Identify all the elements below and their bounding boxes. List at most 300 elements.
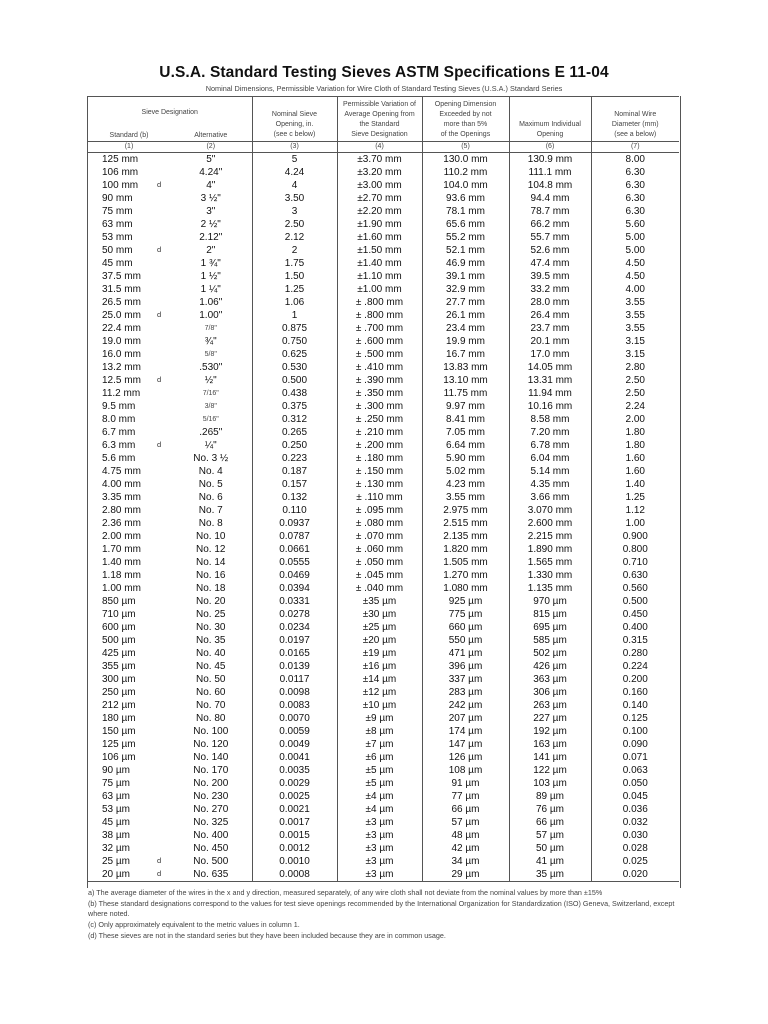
cell-max-opening: 263 µm (509, 699, 591, 712)
cell-opening-dimension: 130.0 mm (422, 153, 509, 167)
cell-standard (88, 166, 170, 179)
cell-nominal-opening: 0.157 (252, 478, 337, 491)
table-row (88, 517, 679, 530)
cell-alternative: No. 5 (198, 479, 223, 490)
cell-max-opening: 1.565 mm (509, 556, 591, 569)
standard-value: 180 µm (102, 713, 136, 724)
cell-alternative: ¾" (204, 336, 217, 347)
cell-nominal-opening: 0.132 (252, 491, 337, 504)
cell-max-opening: 2.600 mm (509, 517, 591, 530)
standard-value: 6.7 mm (102, 427, 136, 438)
cell-standard (88, 569, 170, 582)
cell-standard (88, 608, 170, 621)
cell-standard (88, 725, 170, 738)
cell-permissible-variation: ± .800 mm (337, 309, 422, 322)
cell-nominal-opening: 0.0017 (252, 816, 337, 829)
cell-standard (88, 491, 170, 504)
cell-nominal-opening: 0.875 (252, 322, 337, 335)
cell-alternative: .530" (199, 362, 223, 373)
cell-nominal-opening: 2.12 (252, 231, 337, 244)
cell-standard (88, 309, 170, 322)
cell-nominal-opening: 0.312 (252, 413, 337, 426)
cell-standard (88, 374, 170, 387)
cell-standard (88, 699, 170, 712)
standard-value: 300 µm (102, 674, 136, 685)
cell-nominal-opening: 0.0008 (252, 868, 337, 882)
cell-opening-dimension: 108 µm (422, 764, 509, 777)
cell-alternative: No. 50 (196, 674, 226, 685)
footnotes (88, 888, 688, 942)
cell-standard (88, 387, 170, 400)
cell-nominal-opening: 0.0117 (252, 673, 337, 686)
header-wire-diameter (591, 97, 679, 142)
cell-alternative: 3 ½" (200, 193, 221, 204)
cell-alternative: No. 140 (193, 752, 229, 763)
cell-wire-diameter: 6.30 (591, 179, 679, 192)
standard-value: 4.00 mm (102, 479, 141, 490)
header-alternative: Alternative (194, 132, 228, 139)
cell-alternative: No. 25 (196, 609, 226, 620)
standard-value: 8.0 mm (102, 414, 136, 425)
standard-value: 11.2 mm (102, 388, 141, 399)
standard-value: 75 mm (102, 206, 133, 217)
footnote-d-marker: d (157, 310, 162, 319)
cell-standard (88, 712, 170, 725)
cell-nominal-opening: 0.438 (252, 387, 337, 400)
cell-max-opening: 5.14 mm (509, 465, 591, 478)
cell-permissible-variation: ± .200 mm (337, 439, 422, 452)
table-row (88, 686, 679, 699)
cell-opening-dimension: 57 µm (422, 816, 509, 829)
cell-standard (88, 660, 170, 673)
table-row (88, 322, 679, 335)
table-row (88, 764, 679, 777)
cell-wire-diameter: 3.15 (591, 335, 679, 348)
cell-alternative: No. 45 (196, 661, 226, 672)
header-line: (see a below) (614, 131, 657, 138)
cell-alternative: No. 200 (193, 778, 229, 789)
cell-max-opening: 23.7 mm (509, 322, 591, 335)
cell-max-opening: 104.8 mm (509, 179, 591, 192)
table-row (88, 699, 679, 712)
cell-nominal-opening: 0.0661 (252, 543, 337, 556)
cell-max-opening: 192 µm (509, 725, 591, 738)
cell-wire-diameter: 1.80 (591, 439, 679, 452)
table-row (88, 205, 679, 218)
cell-permissible-variation: ± .080 mm (337, 517, 422, 530)
cell-standard (88, 179, 170, 192)
cell-standard (88, 231, 170, 244)
cell-max-opening: 17.0 mm (509, 348, 591, 361)
cell-opening-dimension: 147 µm (422, 738, 509, 751)
cell-opening-dimension: 52.1 mm (422, 244, 509, 257)
cell-standard (88, 816, 170, 829)
table-row (88, 582, 679, 595)
table-row (88, 465, 679, 478)
cell-wire-diameter: 5.00 (591, 244, 679, 257)
standard-value: 9.5 mm (102, 401, 136, 412)
standard-value: 1.00 mm (102, 583, 141, 594)
standard-value: 19.0 mm (102, 336, 141, 347)
cell-permissible-variation: ±3 µm (337, 855, 422, 868)
footnote-d-marker: d (157, 869, 162, 878)
cell-max-opening: 57 µm (509, 829, 591, 842)
table-row (88, 179, 679, 192)
cell-permissible-variation: ±1.10 mm (337, 270, 422, 283)
cell-wire-diameter: 4.00 (591, 283, 679, 296)
cell-nominal-opening: 0.110 (252, 504, 337, 517)
cell-opening-dimension: 8.41 mm (422, 413, 509, 426)
cell-standard (88, 244, 170, 257)
table-row (88, 777, 679, 790)
table-row (88, 621, 679, 634)
cell-max-opening: 2.215 mm (509, 530, 591, 543)
cell-opening-dimension: 9.97 mm (422, 400, 509, 413)
cell-permissible-variation: ±3.20 mm (337, 166, 422, 179)
cell-max-opening: 35 µm (509, 868, 591, 882)
table-row (88, 348, 679, 361)
cell-wire-diameter: 0.125 (591, 712, 679, 725)
cell-nominal-opening: 0.0021 (252, 803, 337, 816)
cell-standard (88, 855, 170, 868)
cell-permissible-variation: ±5 µm (337, 764, 422, 777)
cell-max-opening: 163 µm (509, 738, 591, 751)
cell-max-opening: 78.7 mm (509, 205, 591, 218)
table-row (88, 803, 679, 816)
page-subtitle: Nominal Dimensions, Permissible Variation for Wire Cloth of Standard Testing Sieves (U.S.A.) Standard Series (205, 84, 563, 93)
cell-alternative: No. 20 (196, 596, 226, 607)
cell-wire-diameter: 0.028 (591, 842, 679, 855)
cell-wire-diameter: 0.032 (591, 816, 679, 829)
standard-value: 150 µm (102, 726, 136, 737)
cell-permissible-variation: ± .095 mm (337, 504, 422, 517)
cell-permissible-variation: ± .180 mm (337, 452, 422, 465)
table-row (88, 530, 679, 543)
cell-alternative: No. 6 (198, 492, 223, 503)
cell-wire-diameter: 0.045 (591, 790, 679, 803)
column-number-row (88, 142, 679, 153)
cell-opening-dimension: 16.7 mm (422, 348, 509, 361)
cell-wire-diameter: 0.224 (591, 660, 679, 673)
cell-alternative: 3" (206, 206, 216, 217)
header-line: Diameter (mm) (611, 121, 659, 128)
cell-wire-diameter: 1.12 (591, 504, 679, 517)
table-row (88, 244, 679, 257)
cell-nominal-opening: 0.0394 (252, 582, 337, 595)
cell-wire-diameter: 0.900 (591, 530, 679, 543)
cell-standard (88, 790, 170, 803)
cell-nominal-opening: 2.50 (252, 218, 337, 231)
cell-opening-dimension: 29 µm (422, 868, 509, 882)
table-row (88, 595, 679, 608)
table-row (88, 257, 679, 270)
standard-value: 53 µm (102, 804, 130, 815)
table-row (88, 309, 679, 322)
table-row (88, 569, 679, 582)
table-row (88, 712, 679, 725)
cell-alternative: No. 40 (196, 648, 226, 659)
cell-wire-diameter: 4.50 (591, 270, 679, 283)
cell-standard (88, 556, 170, 569)
standard-value: 63 mm (102, 219, 133, 230)
table-row (88, 725, 679, 738)
cell-permissible-variation: ±3 µm (337, 868, 422, 882)
cell-nominal-opening: 0.265 (252, 426, 337, 439)
table-body (88, 153, 679, 882)
cell-permissible-variation: ± .600 mm (337, 335, 422, 348)
cell-nominal-opening: 0.0937 (252, 517, 337, 530)
cell-standard (88, 296, 170, 309)
cell-nominal-opening: 0.0029 (252, 777, 337, 790)
cell-nominal-opening: 0.0787 (252, 530, 337, 543)
cell-alternative: 2 ½" (200, 219, 221, 230)
cell-wire-diameter: 4.50 (591, 257, 679, 270)
cell-nominal-opening: 0.0035 (252, 764, 337, 777)
cell-wire-diameter: 0.036 (591, 803, 679, 816)
header-line: Average Opening from (344, 111, 415, 118)
cell-nominal-opening: 0.223 (252, 452, 337, 465)
header-opening-dimension (422, 97, 509, 142)
cell-max-opening: 815 µm (509, 608, 591, 621)
table-row (88, 504, 679, 517)
cell-max-opening: 10.16 mm (509, 400, 591, 413)
cell-opening-dimension: 1.505 mm (422, 556, 509, 569)
cell-standard (88, 335, 170, 348)
cell-alternative: No. 8 (198, 518, 223, 529)
cell-nominal-opening: 0.0049 (252, 738, 337, 751)
cell-alternative: 1 ¼" (200, 284, 221, 295)
cell-wire-diameter: 3.15 (591, 348, 679, 361)
header-line: Sieve Designation (351, 131, 408, 138)
footnote: (c) Only approximately equivalent to the metric values in column 1. (88, 920, 300, 929)
cell-opening-dimension: 3.55 mm (422, 491, 509, 504)
cell-alternative: No. 14 (196, 557, 226, 568)
cell-wire-diameter: 0.315 (591, 634, 679, 647)
cell-alternative: No. 70 (196, 700, 226, 711)
cell-alternative: No. 60 (196, 687, 226, 698)
cell-alternative: 2.12" (199, 232, 223, 243)
cell-standard (88, 426, 170, 439)
cell-wire-diameter: 1.00 (591, 517, 679, 530)
cell-wire-diameter: 0.630 (591, 569, 679, 582)
cell-alternative: 1 ¾" (200, 258, 221, 269)
cell-permissible-variation: ±1.40 mm (337, 257, 422, 270)
cell-max-opening: 7.20 mm (509, 426, 591, 439)
cell-wire-diameter: 0.030 (591, 829, 679, 842)
cell-alternative: No. 635 (170, 868, 252, 882)
cell-alternative: No. 30 (196, 622, 226, 633)
cell-wire-diameter: 0.200 (591, 673, 679, 686)
cell-nominal-opening: 0.0015 (252, 829, 337, 842)
cell-permissible-variation: ± .350 mm (337, 387, 422, 400)
cell-max-opening: 66 µm (509, 816, 591, 829)
cell-nominal-opening: 0.500 (252, 374, 337, 387)
footnote-d-marker: d (157, 245, 162, 254)
cell-alternative: 2" (206, 245, 216, 256)
cell-opening-dimension: 242 µm (422, 699, 509, 712)
cell-max-opening: 28.0 mm (509, 296, 591, 309)
cell-wire-diameter: 1.60 (591, 452, 679, 465)
cell-permissible-variation: ±12 µm (337, 686, 422, 699)
cell-permissible-variation: ±1.60 mm (337, 231, 422, 244)
table-row (88, 751, 679, 764)
footnote: a) The average diameter of the wires in the x and y direction, measured separately, of any wire cloth shall not deviate from the nominal values by more than ±15% (88, 888, 603, 897)
table-row (88, 335, 679, 348)
cell-permissible-variation: ± .210 mm (337, 426, 422, 439)
standard-value: 37.5 mm (102, 271, 141, 282)
standard-value: 4.75 mm (102, 466, 141, 477)
cell-alternative: ¼" (204, 440, 217, 451)
cell-opening-dimension: 13.10 mm (422, 374, 509, 387)
cell-max-opening: 33.2 mm (509, 283, 591, 296)
standard-value: 45 mm (102, 258, 133, 269)
cell-opening-dimension: 925 µm (422, 595, 509, 608)
cell-permissible-variation: ±4 µm (337, 803, 422, 816)
cell-permissible-variation: ±7 µm (337, 738, 422, 751)
standard-value: 2.36 mm (102, 518, 141, 529)
cell-opening-dimension: 48 µm (422, 829, 509, 842)
cell-nominal-opening: 0.0059 (252, 725, 337, 738)
cell-permissible-variation: ±9 µm (337, 712, 422, 725)
cell-alternative: No. 80 (196, 713, 226, 724)
cell-permissible-variation: ±16 µm (337, 660, 422, 673)
cell-opening-dimension: 42 µm (422, 842, 509, 855)
cell-alternative: No. 400 (193, 830, 229, 841)
table-row (88, 296, 679, 309)
cell-standard (88, 270, 170, 283)
cell-opening-dimension: 104.0 mm (422, 179, 509, 192)
cell-alternative: No. 18 (196, 583, 226, 594)
cell-opening-dimension: 1.270 mm (422, 569, 509, 582)
cell-permissible-variation: ± .045 mm (337, 569, 422, 582)
cell-opening-dimension: 65.6 mm (422, 218, 509, 231)
table-row (88, 647, 679, 660)
cell-alternative: No. 100 (193, 726, 229, 737)
table-row (88, 543, 679, 556)
cell-standard (88, 218, 170, 231)
cell-nominal-opening: 0.0098 (252, 686, 337, 699)
standard-value: 6.3 mm (102, 440, 136, 451)
cell-standard (88, 361, 170, 374)
cell-permissible-variation: ±3 µm (337, 842, 422, 855)
cell-permissible-variation: ± .110 mm (337, 491, 422, 504)
cell-max-opening: 6.78 mm (509, 439, 591, 452)
cell-alternative: No. 450 (193, 843, 229, 854)
table-row (88, 439, 679, 452)
cell-standard (88, 686, 170, 699)
cell-wire-diameter: 1.60 (591, 465, 679, 478)
cell-standard (88, 673, 170, 686)
cell-wire-diameter: 2.80 (591, 361, 679, 374)
standard-value: 125 µm (102, 739, 136, 750)
cell-standard (88, 322, 170, 335)
standard-value: 26.5 mm (102, 297, 141, 308)
cell-max-opening: 141 µm (509, 751, 591, 764)
cell-opening-dimension: 11.75 mm (422, 387, 509, 400)
cell-standard (88, 478, 170, 491)
cell-max-opening: 26.4 mm (509, 309, 591, 322)
cell-opening-dimension: 5.90 mm (422, 452, 509, 465)
cell-nominal-opening: 0.187 (252, 465, 337, 478)
standard-value: 16.0 mm (102, 349, 141, 360)
cell-permissible-variation: ±20 µm (337, 634, 422, 647)
table-row (88, 426, 679, 439)
cell-alternative: No. 270 (193, 804, 229, 815)
cell-nominal-opening: 0.0070 (252, 712, 337, 725)
cell-permissible-variation: ± .800 mm (337, 296, 422, 309)
standard-value: 1.70 mm (102, 544, 141, 555)
cell-max-opening: 695 µm (509, 621, 591, 634)
cell-opening-dimension: 32.9 mm (422, 283, 509, 296)
cell-opening-dimension: 174 µm (422, 725, 509, 738)
table-row (88, 738, 679, 751)
header-line: (see c below) (273, 131, 316, 138)
cell-max-opening: 8.58 mm (509, 413, 591, 426)
standard-value: 125 mm (102, 154, 139, 165)
column-number: (4) (337, 142, 422, 153)
table-row (88, 842, 679, 855)
standard-value: 25 µm (102, 856, 130, 867)
cell-standard (88, 465, 170, 478)
cell-standard (88, 738, 170, 751)
cell-opening-dimension: 91 µm (422, 777, 509, 790)
cell-nominal-opening: 0.530 (252, 361, 337, 374)
cell-max-opening: 94.4 mm (509, 192, 591, 205)
cell-nominal-opening: 0.0165 (252, 647, 337, 660)
header-line: Opening Dimension (434, 101, 497, 108)
cell-alternative: 1 ½" (200, 271, 221, 282)
cell-permissible-variation: ±1.00 mm (337, 283, 422, 296)
table-row (88, 660, 679, 673)
cell-nominal-opening: 0.0139 (252, 660, 337, 673)
cell-alternative: .265" (199, 427, 223, 438)
header-line: the Standard (359, 121, 400, 128)
cell-alternative: No. 10 (196, 531, 226, 542)
cell-wire-diameter: 3.55 (591, 296, 679, 309)
header-line: Permissible Variation of (342, 101, 416, 108)
cell-max-opening: 103 µm (509, 777, 591, 790)
header-line: Maximum Individual (519, 121, 581, 128)
cell-wire-diameter: 0.100 (591, 725, 679, 738)
cell-wire-diameter: 0.160 (591, 686, 679, 699)
cell-nominal-opening: 2 (252, 244, 337, 257)
cell-wire-diameter: 0.280 (591, 647, 679, 660)
cell-alternative: 1.06" (199, 297, 223, 308)
standard-value: 3.35 mm (102, 492, 141, 503)
cell-permissible-variation: ±35 µm (337, 595, 422, 608)
cell-wire-diameter: 0.400 (591, 621, 679, 634)
cell-alternative: 7/16" (202, 390, 219, 397)
cell-standard (88, 192, 170, 205)
cell-wire-diameter: 0.071 (591, 751, 679, 764)
cell-standard (88, 530, 170, 543)
standard-value: 75 µm (102, 778, 130, 789)
table-row (88, 374, 679, 387)
table-row (88, 283, 679, 296)
cell-wire-diameter: 1.80 (591, 426, 679, 439)
standard-value: 53 mm (102, 232, 133, 243)
cell-wire-diameter: 0.025 (591, 855, 679, 868)
cell-permissible-variation: ±19 µm (337, 647, 422, 660)
cell-nominal-opening: 0.0469 (252, 569, 337, 582)
header-line: Opening (536, 131, 564, 138)
cell-opening-dimension: 2.135 mm (422, 530, 509, 543)
cell-permissible-variation: ± .300 mm (337, 400, 422, 413)
column-number: (3) (252, 142, 337, 153)
cell-alternative: 5/16" (202, 416, 219, 423)
cell-permissible-variation: ±25 µm (337, 621, 422, 634)
cell-opening-dimension: 2.975 mm (422, 504, 509, 517)
